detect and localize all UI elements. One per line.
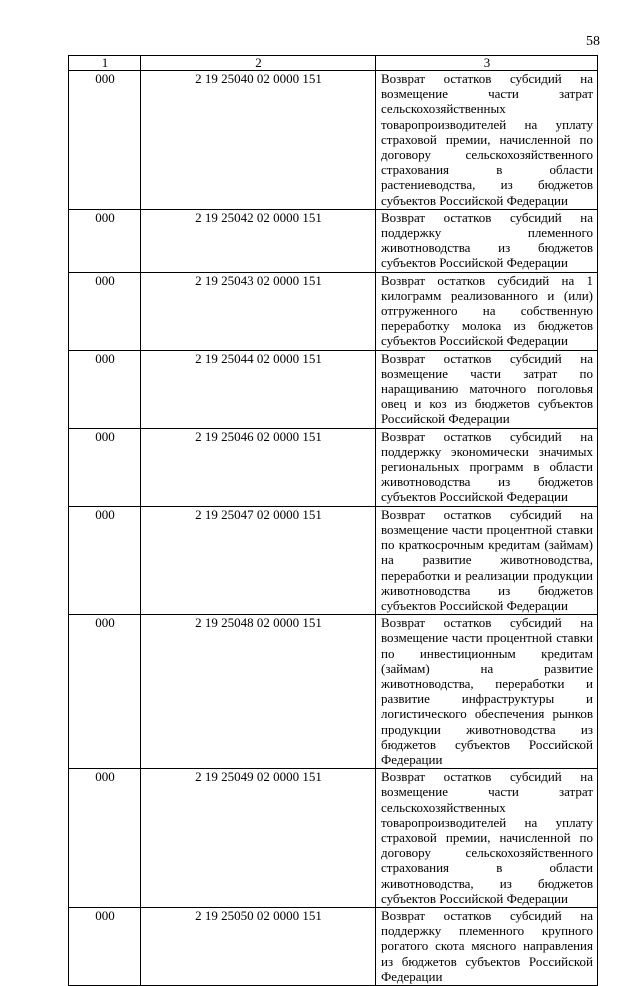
admin-code-cell: 000 <box>69 272 141 350</box>
description-cell: Возврат остатков субсидий на поддержку экономически значимых региональных программ в области животноводства из бюджетов субъектов Российской Федерации <box>376 428 598 506</box>
admin-code-cell: 000 <box>69 428 141 506</box>
budget-classification-table <box>68 55 598 986</box>
table-header-row <box>69 56 598 71</box>
kbk-code-cell: 2 19 25048 02 0000 151 <box>141 615 376 769</box>
table-row <box>69 71 598 210</box>
admin-code-cell: 000 <box>69 209 141 272</box>
table-row <box>69 428 598 506</box>
kbk-code-cell: 2 19 25046 02 0000 151 <box>141 428 376 506</box>
admin-code-cell: 000 <box>69 769 141 908</box>
kbk-code-cell: 2 19 25042 02 0000 151 <box>141 209 376 272</box>
page-number: 58 <box>586 34 600 49</box>
kbk-code-cell: 2 19 25040 02 0000 151 <box>141 71 376 210</box>
admin-code-cell: 000 <box>69 907 141 985</box>
description-cell: Возврат остатков субсидий на возмещение части затрат сельскохозяйственных товаропроизводителей на уплату страховой премии, начисленной по договору сельскохозяйственного страхования в области растениеводства, из бюджетов субъектов Российской Федерации <box>376 71 598 210</box>
kbk-code-cell: 2 19 25047 02 0000 151 <box>141 506 376 614</box>
description-cell: Возврат остатков субсидий на возмещение части процентной ставки по инвестиционным кредитам (займам) на развитие животноводства, переработки и развитие инфраструктуры и логистического обеспечения рынков продукции животноводства из бюджетов субъектов Российской Федерации <box>376 615 598 769</box>
kbk-code-cell: 2 19 25043 02 0000 151 <box>141 272 376 350</box>
table-row <box>69 506 598 614</box>
description-cell: Возврат остатков субсидий на возмещение части затрат сельскохозяйственных товаропроизводителей на уплату страховой премии, начисленной по договору сельскохозяйственного страхования в области животноводства, из бюджетов субъектов Российской Федерации <box>376 769 598 908</box>
column-header-2: 2 <box>141 56 376 71</box>
kbk-code-cell: 2 19 25044 02 0000 151 <box>141 350 376 428</box>
table-row <box>69 209 598 272</box>
table-row <box>69 272 598 350</box>
description-cell: Возврат остатков субсидий на возмещение части затрат по наращиванию маточного поголовья овец и коз из бюджетов субъектов Российской Федерации <box>376 350 598 428</box>
description-cell: Возврат остатков субсидий на возмещение части процентной ставки по краткосрочным кредитам (займам) на развитие животноводства, переработки и реализации продукции животноводства из бюджетов субъектов Российской Федерации <box>376 506 598 614</box>
column-header-3: 3 <box>376 56 598 71</box>
admin-code-cell: 000 <box>69 350 141 428</box>
table-row <box>69 769 598 908</box>
description-cell: Возврат остатков субсидий на поддержку племенного животноводства из бюджетов субъектов Российской Федерации <box>376 209 598 272</box>
column-header-1: 1 <box>69 56 141 71</box>
admin-code-cell: 000 <box>69 506 141 614</box>
description-cell: Возврат остатков субсидий на 1 килограмм реализованного и (или) отгруженного на собственную переработку молока из бюджетов субъектов Российской Федерации <box>376 272 598 350</box>
table-row <box>69 907 598 985</box>
admin-code-cell: 000 <box>69 71 141 210</box>
table-row <box>69 350 598 428</box>
description-cell: Возврат остатков субсидий на поддержку племенного крупного рогатого скота мясного направления из бюджетов субъектов Российской Федерации <box>376 907 598 985</box>
admin-code-cell: 000 <box>69 615 141 769</box>
kbk-code-cell: 2 19 25050 02 0000 151 <box>141 907 376 985</box>
kbk-code-cell: 2 19 25049 02 0000 151 <box>141 769 376 908</box>
table-row <box>69 615 598 769</box>
